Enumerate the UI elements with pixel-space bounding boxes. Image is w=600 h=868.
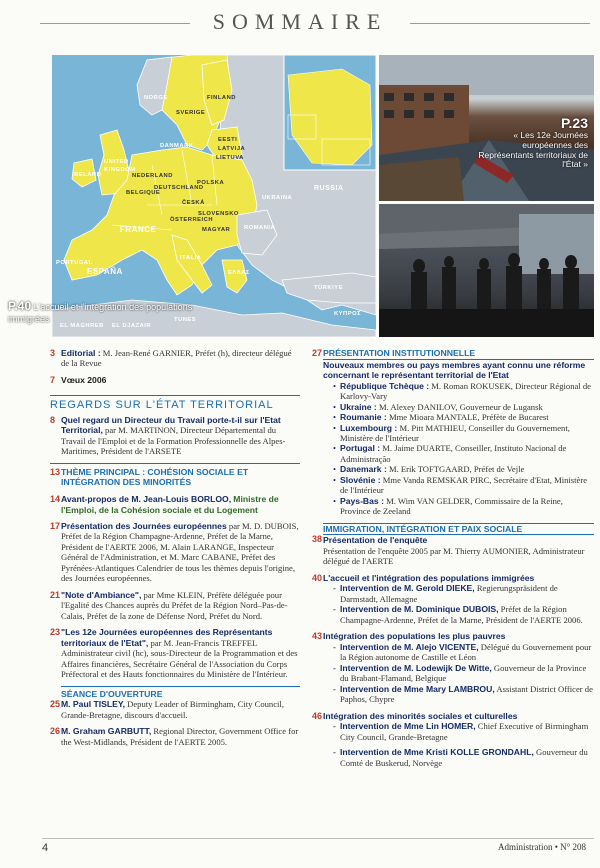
toc-entry-title: M. Graham GARBUTT,	[61, 726, 152, 737]
toc-entry-number: 13	[50, 466, 61, 477]
intervention-text: Délégué du Gouvernement pour la Région autonome de Castille et Léon	[340, 641, 592, 663]
toc-entry-number: 23	[50, 627, 61, 638]
photo-top-caption	[468, 115, 588, 170]
toc-entry-number: 17	[50, 520, 61, 531]
toc-entry-number: 40	[312, 572, 323, 583]
intervention-item	[333, 684, 594, 705]
country-item	[333, 475, 594, 496]
footer-rule	[42, 838, 594, 839]
country-name: Portugal :	[340, 443, 381, 454]
intervention-text: Assistant District Officer de Paphos, Chypre	[340, 683, 593, 705]
country-item	[333, 443, 594, 464]
toc-entry-7[interactable]	[50, 375, 300, 385]
map-label-lietuva: LIETUVA	[216, 155, 244, 161]
toc-entry-text: par M. Jean-Francis TREFFEL Administrateur civil (hc), sous-Directeur de la Programmation et des Affaires financières, Secrétaire Général de l'Association du Corps Préfectoral et des Hauts fonctionnaires du Ministère de l'Intérieur.	[61, 637, 298, 680]
page-number: 4	[42, 842, 49, 854]
toc-entry-text: Présentation de l'enquête 2005 par M. Thierry AUMONIER, Administrateur délégué de l'AERTE	[323, 545, 585, 567]
toc-entry-number: 8	[50, 414, 56, 425]
intervention-list	[333, 583, 594, 625]
country-name: Ukraine :	[340, 401, 377, 412]
map-label-danmark: DANMARK	[160, 143, 194, 149]
intervention-text: Gouverneur de la Province du Brabant-Flamand, Belgique	[340, 662, 587, 684]
header-rule-left	[40, 23, 190, 24]
toc-entry-25[interactable]	[50, 699, 300, 720]
intervention-item	[333, 747, 594, 768]
map-label-polska: POLSKA	[197, 180, 225, 186]
map-label-latvija: LATVIJA	[218, 146, 246, 152]
intervention-item	[333, 721, 594, 742]
country-list	[333, 381, 594, 517]
map-label-eesti: EESTI	[218, 137, 238, 143]
toc-entry-text: M. Jean-René GARNIER, Préfet (h), directeur délégué de la Revue	[61, 348, 292, 369]
map-label-deutschland: DEUTSCHLAND	[154, 185, 204, 191]
europe-map	[52, 55, 376, 337]
toc-entry-number: 27	[312, 348, 323, 358]
map-label-ukraina: UKRAINA	[262, 195, 293, 201]
photo-bottom-page: P.40	[8, 299, 32, 313]
toc-entry-23[interactable]	[50, 627, 300, 679]
intervention-text: Chief Executive of Birmingham City Council, Grande-Bretagne	[340, 721, 589, 742]
toc-entry-title: Présentation des Journées européennes	[61, 520, 227, 531]
map-label-portugal: PORTUGAL	[56, 260, 93, 266]
country-text: Mme Mioara MANTALE, Préfète de Bucarest	[388, 412, 549, 423]
toc-entry-title: "Les 12e Journées européennes des Représentants territoriaux de l'Etat",	[61, 627, 273, 648]
country-name: République Tchèque :	[340, 380, 430, 391]
toc-entry-number: 14	[50, 494, 61, 505]
country-text: M. Pitt MATHIEU, Conseiller du Gouvernement, Ministère de l'Intérieur	[340, 422, 570, 443]
toc-entry-text: par Mme KLEIN, Préfète déléguée pour l'Egalité des Chances auprès du Préfet de la Région Nord–Pas-de-Calais, Préfet de la zone de Défense Nord, Préfet du Nord.	[61, 589, 288, 621]
page-header	[0, 9, 600, 39]
intervention-item	[333, 642, 594, 663]
photo-reception	[379, 204, 594, 337]
toc-entry-text: Ministre de l'Emploi, de la Cohésion sociale et du Logement	[61, 494, 279, 515]
toc-entry-number: 21	[50, 589, 61, 600]
country-item	[333, 464, 594, 474]
toc-entry-title: Intégration des minorités sociales et culturelles	[323, 710, 518, 721]
intervention-item	[333, 663, 594, 684]
toc-entry-subtitle: COHÉSION SOCIALE ET INTÉGRATION DES MINORITÉS	[61, 466, 249, 488]
toc-entry-8[interactable]	[50, 415, 300, 457]
country-name: Pays-Bas :	[340, 495, 384, 506]
toc-right-column	[312, 348, 594, 774]
map-label-hellas: ΕΛΛΑΣ	[228, 270, 250, 276]
section-heading-seance: SÉANCE D'OUVERTURE	[61, 686, 300, 700]
intervention-list	[333, 721, 594, 768]
toc-entry-title: THÈME PRINCIPAL :	[61, 466, 146, 477]
map-label-romania: ROMANIA	[244, 225, 276, 231]
map-label-belgique: BELGIQUE	[126, 190, 161, 196]
section-heading-immigration: IMMIGRATION, INTÉGRATION ET PAIX SOCIALE	[323, 523, 594, 536]
toc-entry-38[interactable]	[312, 523, 594, 567]
header-rule-right	[410, 23, 590, 24]
toc-entry-text: par M. MARTINON, Directeur Départemental du Travail de l'Emploi et de la Formation Professionnelle des Alpes-Maritimes, Président de l'ARSETE	[61, 425, 286, 457]
section-heading-presentation: PRÉSENTATION INSTITUTIONNELLE	[323, 348, 594, 360]
toc-entry-46[interactable]	[312, 711, 594, 768]
toc-entry-title: Présentation de l'enquête	[323, 535, 428, 546]
photo-bottom-text: L'accueil et l'intégration des populations immigrées	[8, 302, 193, 324]
toc-entry-40[interactable]	[312, 573, 594, 625]
toc-entry-title: Nouveaux membres ou pays membres ayant connu une réforme concernant le représentant territorial de l'Etat	[323, 359, 586, 381]
country-name: Slovénie :	[340, 474, 381, 485]
country-item	[333, 496, 594, 517]
country-name: Roumanie :	[340, 412, 387, 423]
intervention-name: Intervention de Mme Lin HOMER,	[340, 721, 476, 732]
map-label-uk-2: KINGDOM	[104, 167, 136, 173]
intervention-name: Intervention de Mme Mary LAMBROU,	[340, 683, 495, 694]
toc-entry-43[interactable]	[312, 631, 594, 704]
country-item	[333, 412, 594, 422]
intervention-item	[333, 604, 594, 625]
photo-reception-shapes	[379, 204, 594, 337]
toc-entry-number: 3	[50, 348, 56, 358]
page-title: SOMMAIRE	[212, 9, 388, 34]
map-label-nederland: NEDERLAND	[132, 173, 173, 179]
toc-entry-26[interactable]	[50, 726, 300, 747]
country-item	[333, 423, 594, 444]
intervention-text: Préfet de la Région Champagne-Ardenne, Préfet de la Marne, Président de l'AERTE 2006.	[340, 604, 583, 625]
toc-entry-number: 38	[312, 533, 323, 544]
country-item	[333, 402, 594, 412]
map-label-espana: ESPAÑA	[87, 267, 123, 276]
toc-entry-number: 7	[50, 374, 56, 385]
toc-entry-title: Intégration des populations les plus pauvres	[323, 631, 506, 642]
toc-entry-number: 25	[50, 699, 61, 710]
map-label-ceska: ČESKÁ	[182, 200, 205, 206]
toc-entry-title: Editorial :	[61, 348, 101, 358]
map-label-finland: FINLAND	[207, 95, 236, 101]
intervention-item	[333, 583, 594, 604]
country-text: M. Roman ROKUSEK, Directeur Régional de Karlovy-Vary	[340, 380, 591, 402]
country-name: Luxembourg :	[340, 422, 398, 433]
toc-entry-title: M. Paul TISLEY,	[61, 699, 125, 710]
toc-entry-text: Deputy Leader of Birmingham, City Council, Grande-Bretagne, discours d'accueil.	[61, 699, 284, 720]
map-label-sverige: SVERIGE	[176, 110, 206, 116]
toc-entry-number: 43	[312, 631, 323, 642]
map-label-djazair: EL DJAZAIR	[112, 323, 152, 329]
intervention-text: Regierungspräsident de Darmstadt, Allemagne	[340, 583, 558, 604]
map-label-tunes: TUNES	[174, 317, 197, 323]
intervention-name: Intervention de Mme Kristi KOLLE GRONDAHL,	[340, 747, 534, 758]
toc-entry-title: Vœux 2006	[61, 374, 107, 385]
intervention-name: Intervention de M. Gerold DIEKE,	[340, 583, 475, 594]
map-label-osterreich: ÖSTERREICH	[170, 217, 214, 223]
map-label-slovensko: SLOVENSKO	[198, 211, 239, 217]
country-text: M. Jaime DUARTE, Conseiller, Instituto Nacional de Administração	[340, 443, 567, 464]
map-label-france: FRANCE	[120, 225, 157, 234]
map-label-ireland: IRELAND	[72, 172, 102, 178]
toc-entry-title: L'accueil et l'intégration des populations immigrées	[323, 572, 535, 583]
toc-left-column	[50, 348, 300, 753]
map-label-magyar: MAGYAR	[202, 227, 231, 233]
toc-entry-27[interactable]	[312, 348, 594, 517]
intervention-name: Intervention de M. Alejo VICENTE,	[340, 641, 479, 652]
intervention-text: Gouverneur du Comté de Buskerud, Norvège	[340, 747, 588, 768]
intervention-list	[333, 642, 594, 705]
intervention-name: Intervention de M. Lodewijk De Witte,	[340, 662, 492, 673]
map-label-russia: RUSSIA	[314, 185, 344, 192]
section-heading-regards: REGARDS SUR L'ÉTAT TERRITORIAL	[50, 395, 300, 412]
toc-entry-title: "Note d'Ambiance",	[61, 589, 142, 600]
toc-entry-14[interactable]	[50, 494, 300, 515]
photo-top-text: « Les 12e Journées européennes des Représentants territoriaux de l'État »	[478, 130, 588, 170]
country-name: Danemark :	[340, 464, 387, 475]
toc-entry-title: Avant-propos de M. Jean-Louis BORLOO,	[61, 494, 232, 505]
map-label-kibris: KΥΠΡΟΣ	[334, 311, 362, 317]
toc-entry-3[interactable]	[50, 348, 300, 369]
toc-entry-21[interactable]	[50, 590, 300, 621]
map-label-maghreb: EL MAGHREB	[60, 323, 104, 329]
photo-top-page: P.23	[561, 115, 588, 131]
toc-entry-number: 46	[312, 710, 323, 721]
map-label-uk-1: UNITED	[104, 159, 129, 165]
country-item	[333, 381, 594, 402]
map-label-turkiye: TÜRKIYE	[314, 285, 343, 291]
toc-entry-text: par M. D. DUBOIS, Préfet de la Région Champagne-Ardenne, Préfet de la Marne, Président de l'AERTE 2006, M. Alain LARANGE, Inspecteur Général de l'Administration, et M. Marc CABANE, Préfet des Pyrénées-Atlantiques Calendrier de tous les thèmes depuis l'origine, des Journées européennes.	[61, 520, 299, 584]
intervention-name: Intervention de M. Dominique DUBOIS,	[340, 604, 499, 615]
toc-entry-title: Quel regard un Directeur du Travail porte-t-il sur l'Etat Territorial,	[61, 414, 281, 436]
toc-entry-13[interactable]	[50, 463, 300, 488]
country-text: M. Alexey DANILOV, Gouverneur de Lugansk	[378, 401, 543, 412]
toc-entry-17[interactable]	[50, 521, 300, 584]
map-label-italia: ITALIA	[180, 255, 202, 261]
country-text: M. Wim VAN GELDER, Commissaire de la Reine, Province de Zeeland	[340, 495, 563, 517]
toc-entry-text: Regional Director, Government Office for the West-Midlands, Président de l'AERTE 2005.	[61, 726, 299, 747]
photo-birmingham-canal	[379, 55, 594, 201]
photo-bottom-caption	[8, 300, 198, 324]
magazine-issue: Administration • N° 208	[498, 842, 586, 852]
country-text: Mme Vanda REMSKAR PIRC, Secrétaire d'Etat, Ministère de l'Intérieur	[340, 474, 588, 496]
toc-entry-number: 26	[50, 726, 61, 737]
map-label-norway: NORGE	[144, 95, 168, 101]
country-text: M. Erik TOFTGAARD, Préfet de Vejle	[388, 464, 525, 475]
